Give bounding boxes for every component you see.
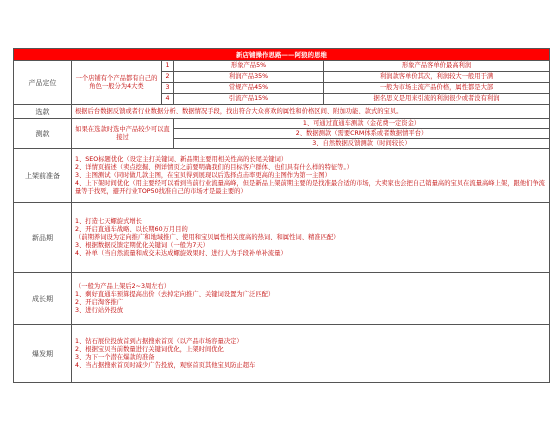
product-type-desc: 据名思义是用来引流的利润很少或者没有利润 [324, 94, 550, 105]
product-type-desc: 一般为市场主流产品价格，属性都是大部 [324, 83, 550, 94]
burst-text: 1、钻石展位投放首到占据搜索首页（以产品市场容量决定） 2、根据宝贝当前数量进行关键词优化，上架时间优化 3、为下一个潜在爆款的准备 4、当占据搜索首页时减少广告投放，观察首页其他宝贝防止超车 [72, 325, 550, 383]
table-row [14, 203, 550, 273]
table-row [14, 119, 550, 129]
table-row [14, 61, 550, 72]
table-row [14, 273, 550, 325]
title-row [14, 49, 550, 61]
positioning-label: 产品定位 [14, 61, 72, 105]
table-row [14, 325, 550, 383]
operation-table [13, 48, 550, 383]
row-number: 3 [162, 83, 174, 94]
row-number: 2 [162, 72, 174, 83]
table-row [14, 105, 550, 119]
testing-item: 1、可通过直通车测款（金花费一定资金） [174, 119, 550, 129]
row-number: 4 [162, 94, 174, 105]
product-type: 形象产品5% [174, 61, 324, 72]
product-type-desc: 形象产品客单价最高利润 [324, 61, 550, 72]
testing-label: 测款 [14, 119, 72, 149]
row-number: 1 [162, 61, 174, 72]
sheet-title: 新店铺操作思路——阿狼的思维 [14, 49, 550, 61]
newproduct-text: 1、打造七天螺旋式增长 2、开启直通车战略、以长期60万月目的 （前期养词设为定向推广和地域推广、使用和宝贝属性相关度高的热词、和属性词、精准匹配） 3、根据数据反馈定期优化关键词（一般为7天） 4、补单（当自然流量和成交未达成螺旋效果时、进行人为手段补单补流量） [72, 203, 550, 273]
product-type: 常规产品45% [174, 83, 324, 94]
burst-label: 爆发期 [14, 325, 72, 383]
selection-text: 根据后台数据反馈或者行业数据分析、数据情况手段，找出符合大众喜欢的属性和价格区间、附加功能、款式的宝贝。 [72, 105, 550, 119]
selection-label: 选款 [14, 105, 72, 119]
table-row [14, 149, 550, 203]
prelaunch-text: 1、SEO标题优化（设定主打关键词、新品期主要用相关性高的长尾关键词） 2、详情页描述（卖点挖掘、例详情页之前要明确我们的目标客户群体、也们具有什么样的特征等。） 3、主图测试（同时做几款主图，在宝贝得到展现以后选择点击率更高的主图作为第一主图） 4、上下架时间优化（用主要经可以看到当前行业流量高峰，但是新品上架前期主要的是找准最合适的市场，大卖家也会把自己销量高的宝贝在流量高峰上架，跟他们争流量等于找死，避开行业TOP50找准自己的市场才是最主要的） [72, 149, 550, 203]
positioning-desc: 一个店铺有个产品都有自己的角色一般分为4大类 [72, 61, 162, 105]
newproduct-label: 新品期 [14, 203, 72, 273]
spreadsheet [13, 48, 549, 383]
testing-desc: 如果在选款时选中产品较少可以直接过 [72, 119, 174, 149]
product-type: 引流产品15% [174, 94, 324, 105]
product-type: 利润产品35% [174, 72, 324, 83]
testing-item: 2、数据测款（需要CRM体系或者数据情平台） [174, 129, 550, 139]
prelaunch-label: 上架前准备 [14, 149, 72, 203]
product-type-desc: 利润款客单价其次，利润较大一般用于满 [324, 72, 550, 83]
growth-label: 成长期 [14, 273, 72, 325]
growth-text: （一般为产品上架后2~3周左右） 1、剩好直通车预算提高出价（去掉定向推广、关键词设置为广泛匹配） 2、开启淘客推广 3、进行站外投放 [72, 273, 550, 325]
testing-item: 3、自然数据反馈测款（时间较长） [174, 139, 550, 149]
